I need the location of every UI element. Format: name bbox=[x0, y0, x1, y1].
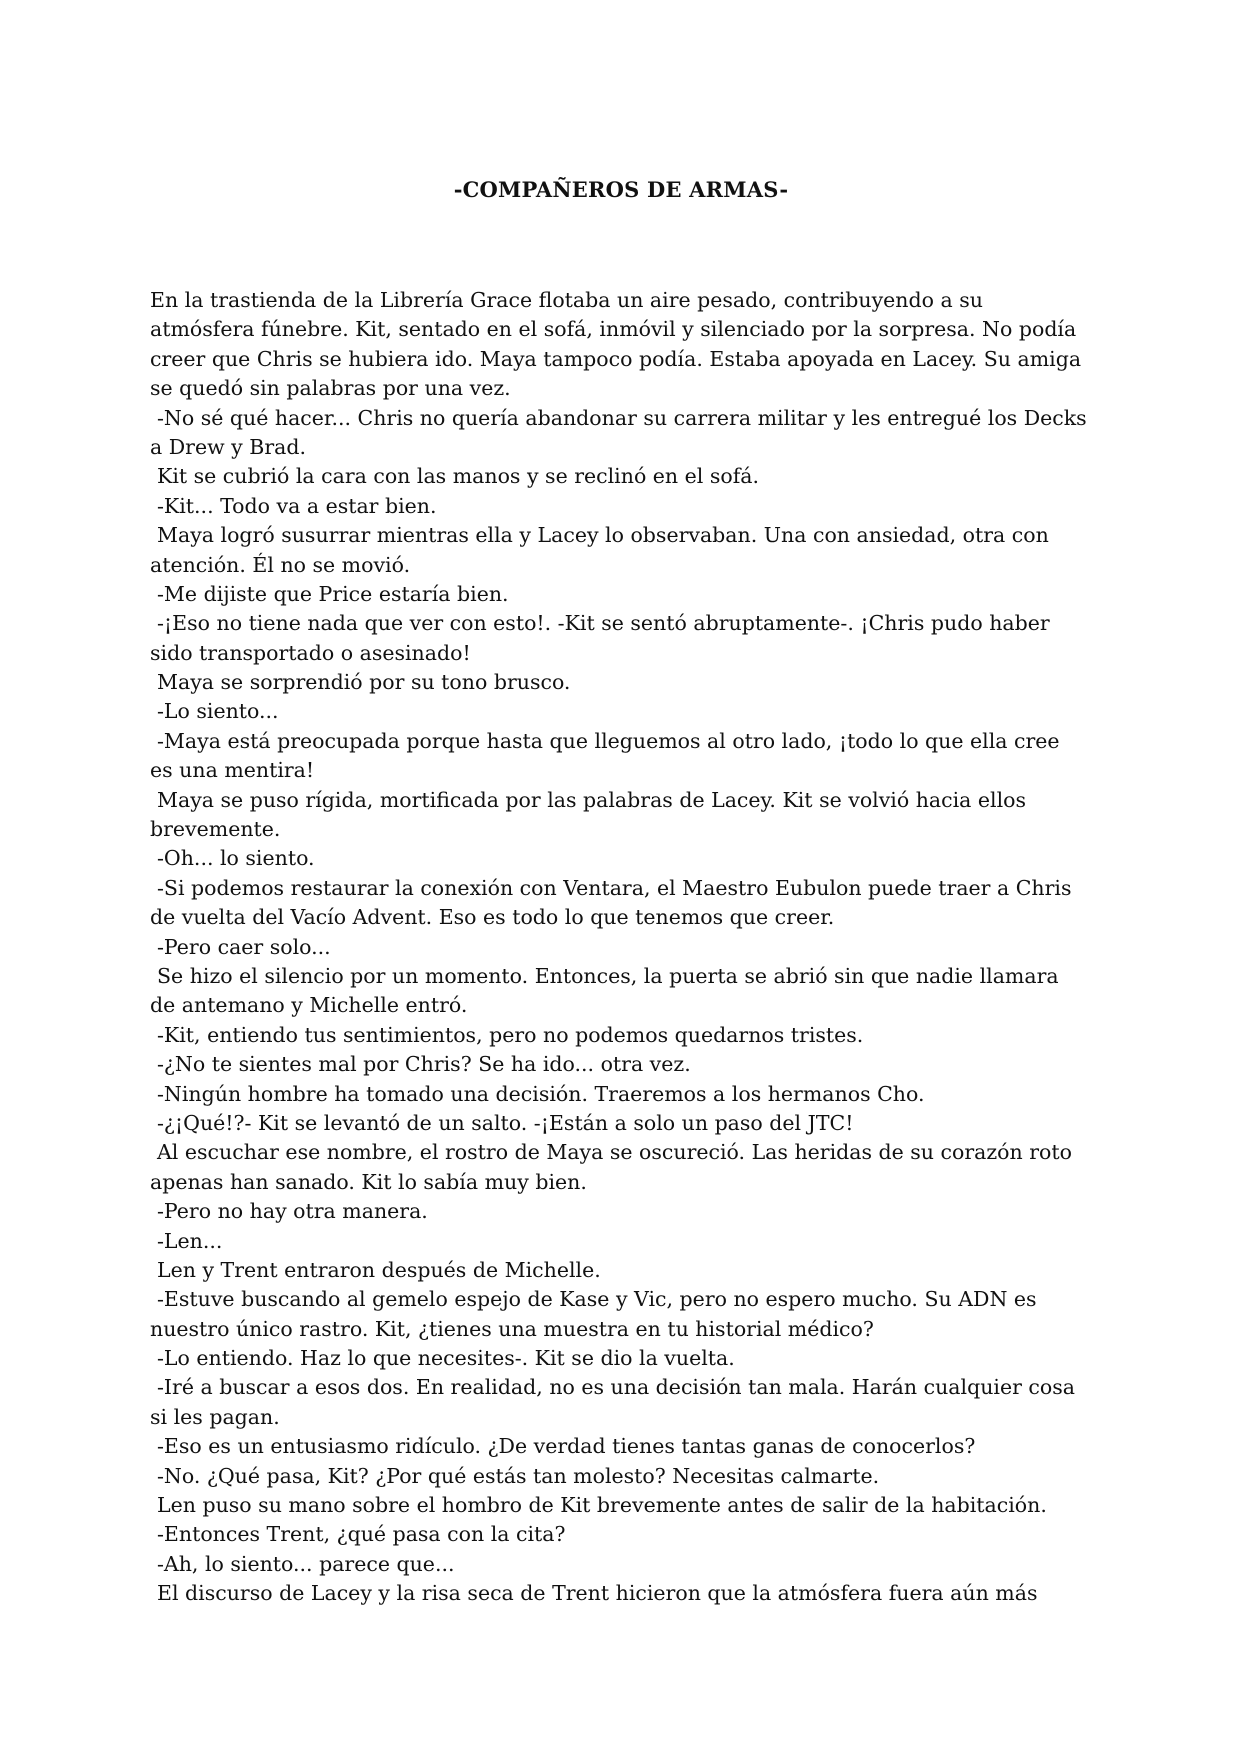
text-line: En la trastienda de la Librería Grace flotaba un aire pesado, contribuyendo a su bbox=[150, 288, 983, 312]
text-line: Maya se sorprendió por su tono brusco. bbox=[157, 670, 571, 695]
text-line: brevemente. bbox=[150, 817, 281, 842]
text-line: Kit se cubrió la cara con las manos y se reclinó en el sofá. bbox=[157, 464, 760, 489]
text-line: si les pagan. bbox=[150, 1404, 280, 1429]
text-line: -¿No te sientes mal por Chris? Se ha ido... otra vez. bbox=[157, 1052, 691, 1077]
text-line: -Kit, entiendo tus sentimientos, pero no podemos quedarnos tristes. bbox=[157, 1022, 864, 1047]
text-line: de vuelta del Vacío Advent. Eso es todo lo que tenemos que creer. bbox=[150, 905, 835, 930]
text-line: -Kit... Todo va a estar bien. bbox=[157, 493, 437, 518]
text-line: -Lo siento... bbox=[157, 699, 279, 724]
text-line: -No sé qué hacer... Chris no quería abandonar su carrera militar y les entregué los Decks bbox=[157, 405, 1087, 430]
text-line: -Entonces Trent, ¿qué pasa con la cita? bbox=[157, 1522, 566, 1547]
text-line: nuestro único rastro. Kit, ¿tienes una muestra en tu historial médico? bbox=[150, 1316, 874, 1341]
chapter-title: -COMPAÑEROS DE ARMAS- bbox=[453, 177, 789, 202]
text-line: a Drew y Brad. bbox=[150, 434, 306, 459]
text-line: -Len... bbox=[157, 1228, 223, 1253]
text-line: -¿¡Qué!?- Kit se levantó de un salto. -¡Están a solo un paso del JTC! bbox=[157, 1110, 854, 1135]
text-line: El discurso de Lacey y la risa seca de Trent hicieron que la atmósfera fuera aún más bbox=[157, 1581, 1038, 1606]
text-line: -Si podemos restaurar la conexión con Ventara, el Maestro Eubulon puede traer a Chris bbox=[157, 875, 1072, 900]
text-line: sido transportado o asesinado! bbox=[150, 640, 471, 665]
text-line: atmósfera fúnebre. Kit, sentado en el sofá, inmóvil y silenciado por la sorpresa. No podía bbox=[150, 317, 1077, 342]
text-line: Al escuchar ese nombre, el rostro de Maya se oscureció. Las heridas de su corazón roto bbox=[157, 1140, 1072, 1165]
text-line: se quedó sin palabras por una vez. bbox=[150, 376, 511, 401]
text-line: -No. ¿Qué pasa, Kit? ¿Por qué estás tan molesto? Necesitas calmarte. bbox=[157, 1463, 880, 1488]
text-line: es una mentira! bbox=[150, 758, 315, 783]
text-line: -Me dijiste que Price estaría bien. bbox=[157, 581, 509, 606]
text-line: -Pero no hay otra manera. bbox=[157, 1199, 428, 1224]
text-line: -Ningún hombre ha tomado una decisión. Traeremos a los hermanos Cho. bbox=[157, 1081, 925, 1106]
text-line: -Lo entiendo. Haz lo que necesites-. Kit se dio la vuelta. bbox=[157, 1346, 735, 1371]
text-line: -Maya está preocupada porque hasta que lleguemos al otro lado, ¡todo lo que ella cree bbox=[157, 728, 1060, 753]
text-line: -Estuve buscando al gemelo espejo de Kase y Vic, pero no espero mucho. Su ADN es bbox=[157, 1287, 1037, 1312]
text-line: Maya logró susurrar mientras ella y Lacey lo observaban. Una con ansiedad, otra con bbox=[157, 523, 1049, 548]
text-line: Se hizo el silencio por un momento. Entonces, la puerta se abrió sin que nadie llamara bbox=[157, 963, 1059, 988]
text-line: de antemano y Michelle entró. bbox=[150, 993, 468, 1018]
text-line: -¡Eso no tiene nada que ver con esto!. -Kit se sentó abruptamente-. ¡Chris pudo haber bbox=[157, 611, 1050, 636]
text-line: -Pero caer solo... bbox=[157, 934, 331, 959]
text-line: -Eso es un entusiasmo ridículo. ¿De verdad tienes tantas ganas de conocerlos? bbox=[157, 1434, 976, 1459]
text-line: -Oh... lo siento. bbox=[157, 846, 315, 871]
text-line: -Iré a buscar a esos dos. En realidad, no es una decisión tan mala. Harán cualquier cosa bbox=[157, 1375, 1075, 1400]
text-line: atención. Él no se movió. bbox=[150, 552, 411, 577]
text-line: apenas han sanado. Kit lo sabía muy bien. bbox=[150, 1169, 587, 1194]
text-line: creer que Chris se hubiera ido. Maya tampoco podía. Estaba apoyada en Lacey. Su amiga bbox=[150, 346, 1082, 371]
text-line: Len puso su mano sobre el hombro de Kit brevemente antes de salir de la habitación. bbox=[157, 1493, 1047, 1518]
text-line: Maya se puso rígida, mortificada por las palabras de Lacey. Kit se volvió hacia ellos bbox=[157, 787, 1027, 812]
text-line: Len y Trent entraron después de Michelle. bbox=[157, 1257, 601, 1282]
text-line: -Ah, lo siento... parece que... bbox=[157, 1551, 455, 1576]
body-text bbox=[150, 286, 1100, 1609]
